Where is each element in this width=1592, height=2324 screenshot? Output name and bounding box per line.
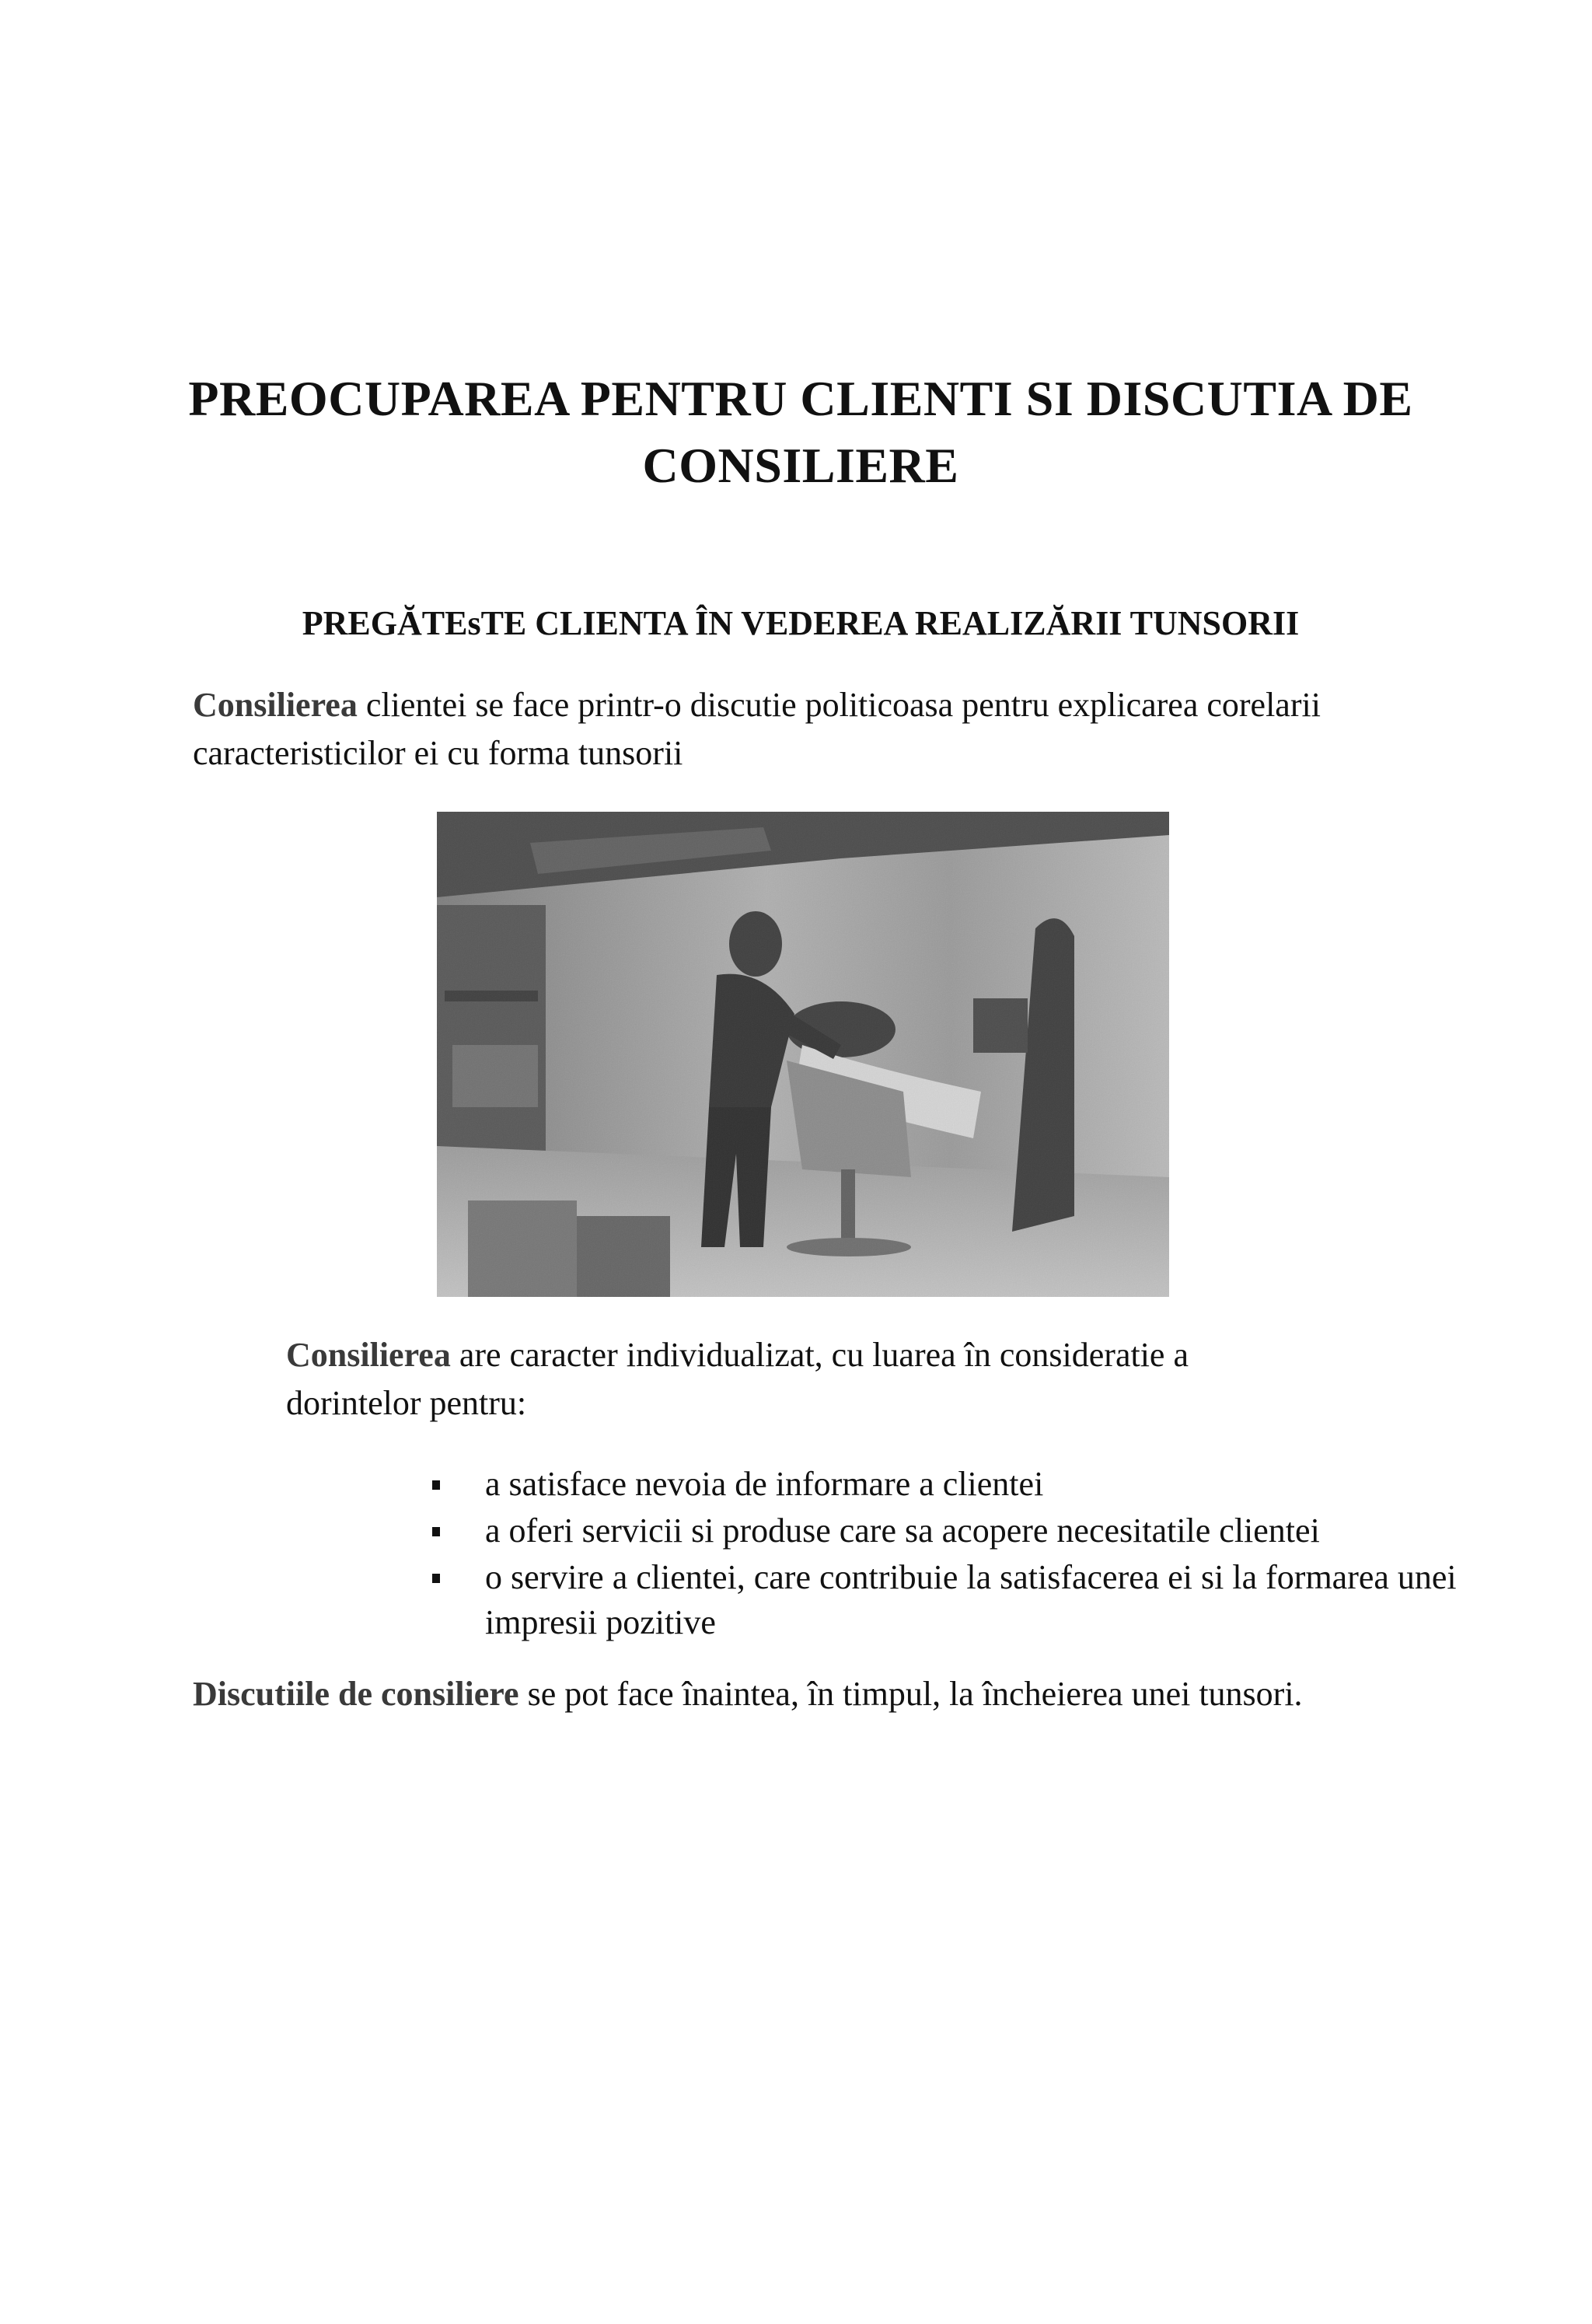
page-title: PREOCUPAREA PENTRU CLIENTI SI DISCUTIA DE CONSILIERE bbox=[188, 371, 1413, 493]
salon-photo-illustration bbox=[437, 812, 1169, 1297]
paragraph-text: se pot face înaintea, în timpul, la încheierea unei tunsori. bbox=[518, 1675, 1303, 1713]
paragraph-lead: Consilierea bbox=[193, 686, 358, 724]
list-item-text: a oferi servicii si produse care sa acopere necesitatile clientei bbox=[485, 1511, 1320, 1550]
list-item bbox=[420, 1555, 1477, 1645]
bullet-list bbox=[420, 1462, 1477, 1647]
square-bullet-icon bbox=[432, 1574, 440, 1583]
paragraph-text: are caracter individualizat, cu luarea în consideratie a dorintelor pentru: bbox=[286, 1336, 1189, 1422]
list-item-text: a satisface nevoia de informare a clientei bbox=[485, 1465, 1044, 1503]
salon-photo bbox=[437, 812, 1169, 1297]
paragraph-counseling-individual bbox=[286, 1331, 1297, 1428]
paragraph-counseling-timing bbox=[193, 1670, 1499, 1718]
list-item bbox=[420, 1508, 1477, 1553]
section-subtitle: PREGĂTEsTE CLIENTA ÎN VEDEREA REALIZĂRII TUNSORII bbox=[302, 604, 1300, 642]
paragraph-text: clientei se face printr-o discutie politicoasa pentru explicarea corelarii caracteristicilor ei cu forma tunsorii bbox=[193, 686, 1321, 772]
square-bullet-icon bbox=[432, 1527, 440, 1536]
paragraph-lead: Consilierea bbox=[286, 1336, 451, 1374]
paragraph-counseling-intro bbox=[193, 681, 1452, 778]
list-item bbox=[420, 1462, 1477, 1507]
paragraph-lead: Discutiile de consiliere bbox=[193, 1675, 519, 1713]
list-item-text: o servire a clientei, care contribuie la satisfacerea ei si la formarea unei impresii pozitive bbox=[485, 1558, 1457, 1641]
square-bullet-icon bbox=[432, 1480, 440, 1490]
